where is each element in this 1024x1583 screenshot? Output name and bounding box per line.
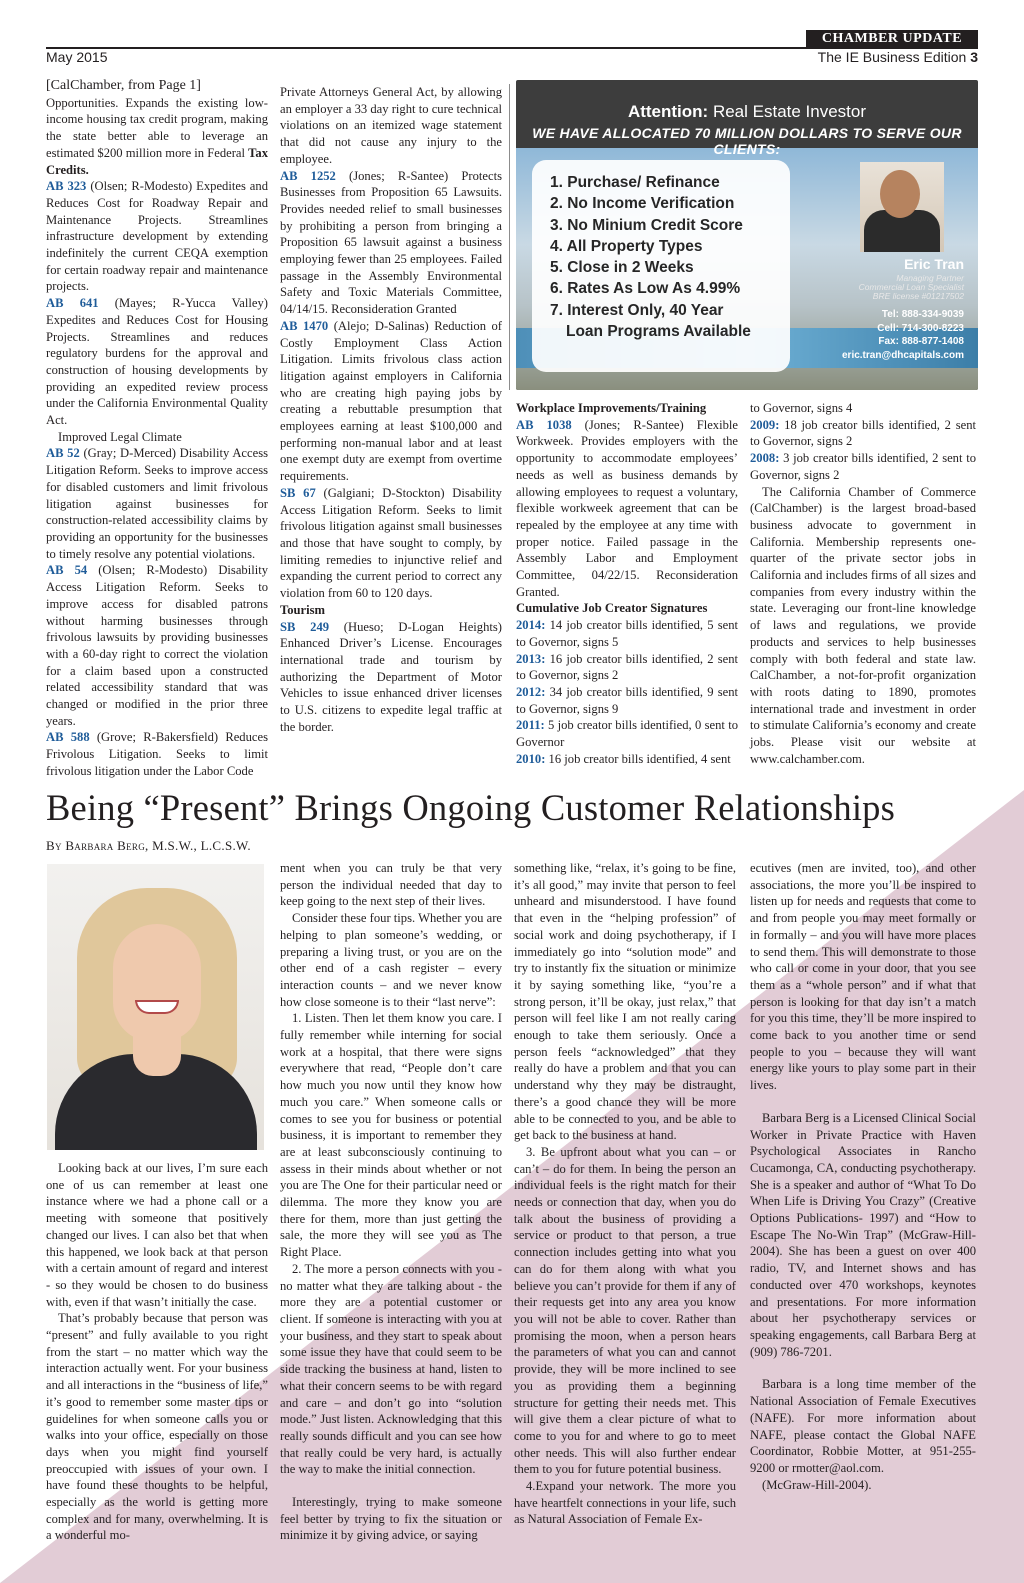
paragraph: Private Attorneys General Act, by allowing an employer a 33 day right to cure technical violations on an itemized wage statement that did not cause any injury to the employee.	[280, 85, 502, 166]
section-subhead: Improved Legal Climate	[58, 429, 182, 444]
ad-benefit: 3. No Minium Credit Score	[550, 216, 743, 234]
author-neck	[133, 1036, 181, 1076]
paragraph: Interestingly, trying to make someone feel better by trying to fix the situation or minimize it by giving advice, or saying	[280, 1495, 502, 1543]
column-divider	[509, 84, 510, 390]
author-photo	[47, 864, 264, 1150]
signature-entry: 2010: 16 job creator bills identified, 4 sent	[516, 751, 731, 766]
edition-label: The IE Business Edition 3	[817, 49, 978, 65]
ad-benefit: 7. Interest Only, 40 Year	[550, 301, 724, 319]
ad-attention: Attention: Real Estate Investor	[627, 102, 867, 121]
bill-entry: AB 1252 (Jones; R-Santee) Protects Businesses from Proposition 65 Lawsuits. Provides needed relief to small businesses by prohibiting a person from bringing a Proposition 65 lawsuit against a business employing fewer than 25 employees. Failed passage in the Assembly Environmental Safety and Toxic Materials Committee, 04/14/15. Reconsideration Granted	[280, 168, 502, 317]
paragraph: ment when you can truly be that very person the individual needed that day to keep going to the next step of their lives.	[280, 861, 502, 909]
ad-benefit: 4. All Property Types	[550, 237, 703, 255]
author-bio: Barbara Berg is a Licensed Clinical Social Worker in Private Practice with Haven Psychological Associates in Rancho Cucamonga, CA, conducting psychotherapy. She is a speaker and author of “What To Do When Life is Driving You Crazy” (Creative Options Publications- 1997) and “How to Escape The No-Win Trap” (McGraw-Hill-2004). She has been a guest on over 400 radio, TV, and Internet shows and has conducted over 470 workshops, keynotes and presentations. For more information about her psychotherapy services or speaking engagements, call Barbara Berg at (909) 786-7201.	[750, 1110, 976, 1359]
column-1	[46, 78, 268, 780]
author-face	[113, 924, 201, 1042]
bill-entry: AB 588 (Grove; R-Bakersfield) Reduces Frivolous Litigation. Seeks to limit frivolous litigation under the Labor Code	[46, 730, 268, 778]
signature-entry: 2009: 18 job creator bills identified, 2 sent to Governor, signs 2	[750, 417, 976, 449]
bill-entry: AB 323 (Olsen; R-Modesto) Expedites and Reduces Cost for Roadway Repair and Maintenance Projects. Streamlines infrastructure development by extending indefinitely the current CEQA exemption for certain roadway repair and maintenance projects.	[46, 179, 268, 294]
agent-photo	[860, 162, 944, 252]
agent-title: Managing Partner Commercial Loan Specialist BRE license #01217502	[858, 273, 964, 301]
ad-benefits-list	[532, 160, 790, 372]
bill-entry: AB 1038 (Jones; R-Santee) Flexible Workweek. Provides employers with the opportunity to accommodate employees’ needs as well as business demands by allowing employees to request a voluntary, flexible workweek agreement that can be repealed by the employee at any time with proper notice. Failed passage in the Assembly Labor and Employment Committee, 04/22/15. Reconsideration Granted.	[516, 417, 738, 599]
agent-contact	[842, 308, 964, 362]
continued-from-label: [CalChamber, from Page 1]	[46, 78, 201, 93]
article-headline: Being “Present” Brings Ongoing Customer Relationships	[46, 787, 896, 828]
bill-entry: SB 67 (Galgiani; D-Stockton) Disability Access Litigation Reform. Seeks to limit frivolous litigation against small businesses and those that have sought to comply, by limiting remedies to injunctive relief and expanding the current period to correct any violation from 60 to 120 days.	[280, 485, 502, 601]
article-column-3	[514, 860, 736, 1528]
page-number: 3	[970, 49, 978, 65]
paragraph: Consider these four tips. Whether you are helping to plan someone’s wedding, or preparing a living trust, or you are on the other end of a cash register – every interaction counts – and we never know how close someone is to their “last nerve”:	[280, 911, 502, 1009]
paragraph: Looking back at our lives, I’m sure each one of us can remember at least one instance where we had a phone call or a meeting with someone that positively changed our lives. I can also bet that when this happened, we look back at that person with a certain amount of regard and interest - so they would be chosen to do business with, even if that wasn’t initially the case.	[46, 1161, 268, 1309]
nafe-info: Barbara is a long time member of the National Association of Female Executives (NAFE). For more information about NAFE, please contact the Global NAFE Coordinator, Robbie Motter, at 951-255-9200 or rmotter@aol.com.	[750, 1377, 976, 1475]
bill-entry: AB 52 (Gray; D-Merced) Disability Access Litigation Reform. Seeks to improve access for disabled customers and limit frivolous litigation against businesses for construction-related accessibility claims by providing an opportunity for the businesses to timely resolve any potential violations.	[46, 446, 268, 561]
article-byline: By Barbara Berg, M.S.W., L.C.S.W.	[46, 838, 251, 853]
section-subhead: Workplace Improvements/Training	[516, 401, 707, 415]
agent-email: eric.tran@dhcapitals.com	[841, 349, 964, 361]
article-column-1	[46, 1160, 268, 1544]
real-estate-advertisement	[516, 80, 978, 390]
ad-benefit: 2. No Income Verification	[550, 195, 735, 213]
section-subhead: Cumulative Job Creator Signatures	[516, 601, 708, 616]
bill-entry: AB 54 (Olsen; R-Modesto) Disability Access Litigation Reform. Seeks to improve access for disabled patrons without harming businesses through frivolous lawsuits by providing businesses with a 60-day right to correct the violation for a claim based upon a constructed related accessibility standard that was changed or modified in the prior three years.	[46, 563, 268, 728]
agent-cell: Cell: 714-300-8223	[877, 322, 964, 334]
article-column-2	[280, 860, 502, 1544]
signature-entry: 2014: 14 job creator bills identified, 5 sent to Governor, signs 5	[516, 618, 738, 649]
ad-benefit: Loan Programs Available	[566, 323, 751, 341]
paragraph: Opportunities. Expands the existing low-income housing tax credit program, making the state better able to leverage an estimated $200 million more in Federal Tax Credits.	[46, 95, 269, 177]
section-badge: CHAMBER UPDATE	[806, 30, 978, 48]
ad-benefit: 5. Close in 2 Weeks	[550, 259, 694, 277]
column-2	[280, 84, 502, 735]
section-subhead: Tourism	[280, 602, 326, 617]
bill-entry: SB 249 (Hueso; D-Logan Heights) Enhanced Driver’s License. Encourages international trade and tourism by authorizing the Department of Motor Vehicles to issue enhanced driver licenses to U.S. citizens to expedite legal traffic at the border.	[280, 619, 502, 734]
agent-name: Eric Tran	[904, 256, 964, 272]
issue-date: May 2015	[46, 49, 108, 65]
signature-entry: 2011: 5 job creator bills identified, 0 sent to Governor	[516, 718, 738, 750]
article-column-4	[750, 860, 976, 1493]
bill-entry: AB 641 (Mayes; R-Yucca Valley) Expedites and Reduces Cost for Housing Projects. Streamlines and reduces regulatory burdens for the approval and construction of housing developments by providing an expedited review process under the California Environmental Quality Act.	[46, 296, 268, 428]
agent-phone: Tel: 888-334-9039	[881, 309, 964, 320]
ad-benefit: 1. Purchase/ Refinance	[550, 174, 720, 191]
agent-face	[880, 170, 920, 218]
paragraph: 1. Listen. Then let them know you care. I fully remember while interning for social work at a hospital, that there were signs everywhere that read, “People don’t care how much you now until they know how much you care.” When someone calls or comes to see you for business or potential business, it is important to remember they are at least subconsciously continuing to assess in their minds about whether or not you are The One for their particular need or dilemma. The more they know you are there for them, more than just getting the sale, the more they will see you as The Right Place.	[280, 1011, 502, 1260]
agent-fax: Fax: 888-877-1408	[878, 336, 964, 347]
paragraph: ecutives (men are invited, too), and other associations, the more you’ll be inspired to listen up for needs and requests that come to and from people you may meet formally or in formally – and you will have more places to send them. This will demonstrate to those who call or come in your door, that you see them as a “whole person” and if what that person is looking for that day isn’t a match for you this time, they’ll be more inspired to come back to you another time or send people to you – because they will want energy like yours to play some part in their lives.	[750, 861, 976, 1093]
signature-entry: 2008: 3 job creator bills identified, 2 sent to Governor, signs 2	[750, 451, 976, 482]
column-4	[750, 400, 976, 767]
calchamber-about: The California Chamber of Commerce (CalChamber) is the largest broad-based business advocate to government in California. Membership represents one-quarter of the private sector jobs in California and includes firms of all sizes and companies from every industry within the state. Leveraging our front-line knowledge of laws and regulations, we provide products and services to help businesses comply with both federal and state law. CalChamber, a not-for-profit organization with roots dating to 1890, promotes international trade and investment in order to stimulate California’s economy and create jobs. Please visit our website at www.calchamber.com.	[750, 484, 976, 766]
signature-entry: 2012: 34 job creator bills identified, 9 sent to Governor, signs 9	[516, 684, 738, 716]
signature-entry: to Governor, signs 4	[750, 401, 853, 415]
signature-entry: 2013: 16 job creator bills identified, 2 sent to Governor, signs 2	[516, 651, 738, 683]
ad-headline: WE HAVE ALLOCATED 70 MILLION DOLLARS TO SERVE OUR CLIENTS:	[532, 125, 962, 157]
paragraph: something like, “relax, it’s going to be fine, it’s all good,” may invite that person to feel unheard and misunderstood. I have found that even in the “helping profession” of social work and doing psychotherapy, if I immediately go into “solution mode” and try to instantly fix the situation or minimize it by saying something like, “you’re a strong person, it’ll be okay, just relax,” that person will feel like I am not really caring enough to take them seriously. Once a person feels “acknowledged” that they really do have a problem and that you can understand why they may be distraught, there’s a good chance they will be more able to be connected to you, and be able to get back to the business at hand.	[514, 861, 736, 1143]
bill-entry: AB 1470 (Alejo; D-Salinas) Reduction of Costly Employment Class Action Litigation. Limits frivolous class action litigation against employers in California who are creating high paying jobs by creating a rebuttable presumption that employees earning at least $100,000 and performing non-manual labor and at least one exempt duty are exempt from overtime requirements.	[280, 318, 502, 484]
ad-benefit: 6. Rates As Low As 4.99%	[550, 280, 741, 298]
paragraph: 3. Be upfront about what you can – or can’t – do for them. In being the person an individual feels is the right match for their needs or connection that day, when you do talk about the business of providing a service or product to that person, a true connection includes getting into what you can do for them along with what you believe you can’t provide for them if any of their requests get into any area you know you will not be able to cover. Rather than promising the moon, when a person hears the parameters of what you can and cannot provide, they will be more inclined to see you as providing them a beginning structure for getting their needs met. This will give them a clear picture of what to come to you for and where to go to meet other needs. This will also further endear them to you for future potential business.	[514, 1144, 736, 1477]
column-3	[516, 400, 738, 767]
paragraph: (McGraw-Hill-2004).	[762, 1477, 872, 1492]
paragraph: 4.Expand your network. The more you have heartfelt connections in your life, such as Natural Association of Female Ex-	[514, 1479, 736, 1527]
paragraph: That’s probably because that person was “present” and fully available to you right from the start – no matter which way the interaction actually went. For your business and all interactions in the “business of life,” it’s good to remember some master tips or guidelines for when someone calls you or walks into your office, especially on those days when you might find yourself preoccupied with issues of your own. I have found these thoughts to be helpful, especially as the world is getting more complex and for many, overwhelming. It is a wonderful mo-	[46, 1311, 268, 1543]
paragraph: 2. The more a person connects with you - no matter what they are talking about - the more they are a potential customer or client. If someone is interacting with you at your business, and they start to speak about some issue they have that could seem to be side tracking the business at hand, listen to what their concern seems to be with regard and care – and don’t go into “solution mode.” Just listen. Acknowledging that this really sounds difficult and you can see how that really could be very hard, is actually the way to make the initial connection.	[280, 1261, 502, 1477]
